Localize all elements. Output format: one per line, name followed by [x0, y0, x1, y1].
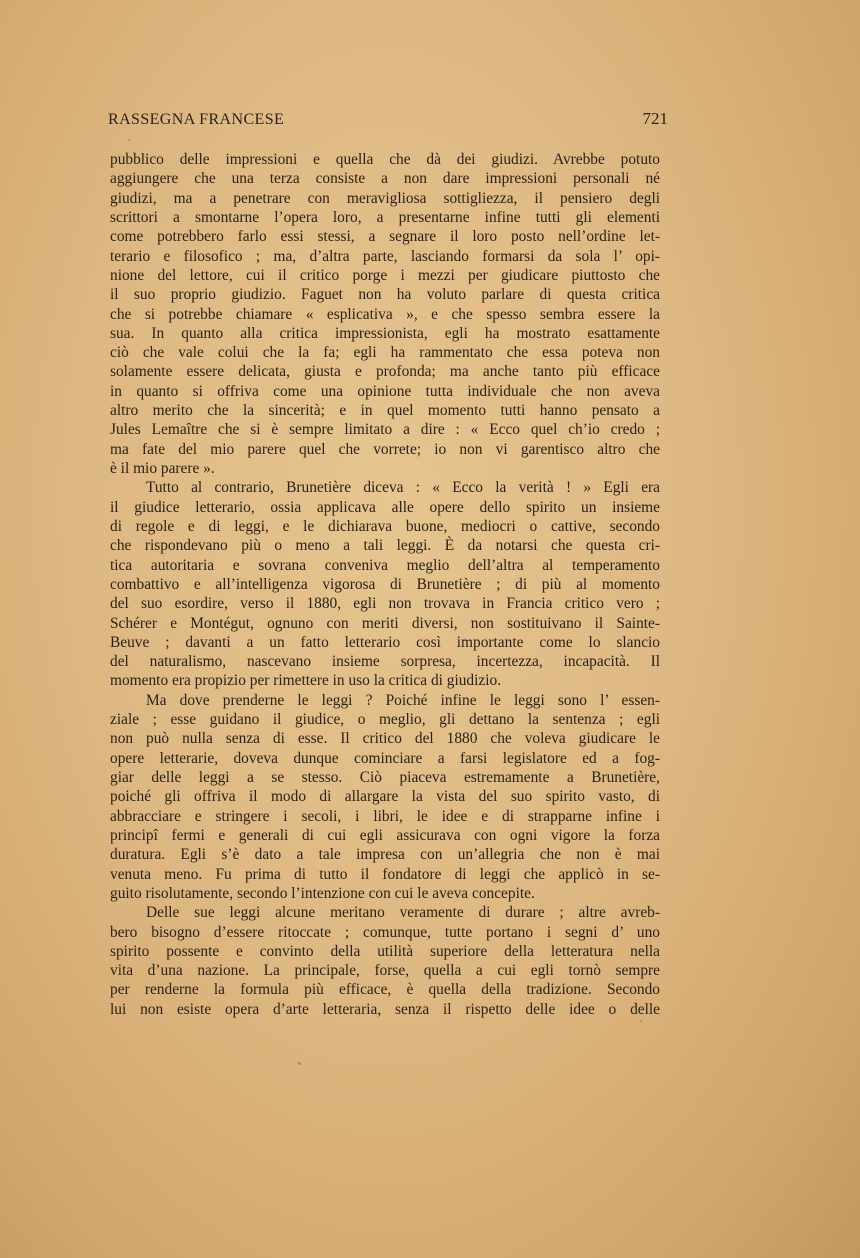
text-line: che si potrebbe chiamare « esplicativa », e che spesso sembra essere la: [110, 305, 660, 323]
text-line: il suo proprio giudizio. Faguet non ha voluto parlare di questa critica: [110, 286, 660, 304]
paper-speck: [640, 1020, 642, 1022]
text-line: Jules Lemaître che si è sempre limitato a dire : « Ecco quel ch’io credo ;: [110, 421, 660, 439]
text-line: ma fate del mio parere quel che vorrete; io non vi garentisco altro che: [110, 440, 660, 458]
article-body: [110, 150, 660, 1019]
text-line: di regole e di leggi, e le dichiarava buone, mediocri o cattive, secondo: [110, 517, 660, 535]
text-line: venuta meno. Fu prima di tutto il fondatore di leggi che applicò in se-: [110, 865, 660, 883]
text-line: duratura. Egli s’è dato a tale impresa con un’allegria che non è mai: [110, 846, 660, 864]
text-line: nione del lettore, cui il critico porge i mezzi per giudicare piuttosto che: [110, 266, 660, 284]
text-line: vita d’una nazione. La principale, forse, quella a cui egli tornò sempre: [110, 962, 660, 980]
text-line: scrittori a smontarne l’opera loro, a presentarne infine tutti gli elementi: [110, 208, 660, 226]
text-line: guito risolutamente, secondo l’intenzione con cui le aveva concepite.: [110, 884, 535, 902]
text-line: Delle sue leggi alcune meritano veramente di durare ; altre avreb-: [146, 904, 660, 922]
text-line: aggiungere che una terza consiste a non dare impressioni personali né: [110, 170, 660, 188]
paragraph: [110, 691, 660, 903]
text-line: Schérer e Montégut, ognuno con meriti diversi, non sostituivano il Sainte-: [110, 614, 660, 632]
text-line: principî fermi e generali di cui egli assicurava con ogni vigore la forza: [110, 826, 660, 844]
text-line: Beuve ; davanti a un fatto letterario così importante come lo slancio: [110, 633, 660, 651]
text-line: terario e filosofico ; ma, d’altra parte, lasciando formarsi da sola l’ opi-: [110, 247, 660, 265]
text-line: altro merito che la sincerità; e in quel momento tutti hanno pensato a: [110, 402, 660, 420]
page-number: 721: [642, 109, 668, 128]
text-line: poiché gli offriva il modo di allargare la vista del suo spirito vasto, di: [110, 788, 660, 806]
paper-speck: [128, 139, 130, 141]
text-line: in quanto si offriva come una opinione tutta individuale che non aveva: [110, 382, 660, 400]
text-line: come potrebbero farlo essi stessi, a segnare il loro posto nell’ordine let-: [110, 228, 660, 246]
text-line: lui non esiste opera d’arte letteraria, senza il rispetto delle idee o delle: [110, 1000, 660, 1018]
text-line: il giudice letterario, ossia applicava alle opere dello spirito un insieme: [110, 498, 660, 516]
text-line: Tutto al contrario, Brunetière diceva : « Ecco la verità ! » Egli era: [146, 479, 660, 497]
text-line: sua. In quanto alla critica impressionista, egli ha mostrato esattamente: [110, 324, 660, 342]
text-line: spirito possente e convinto della utilità superiore della letteratura nella: [110, 942, 660, 960]
text-line: solamente essere delicata, giusta e profonda; ma anche tanto più efficace: [110, 363, 660, 381]
text-line: bero bisogno d’essere ritoccate ; comunque, tutte portano i segni d’ uno: [110, 923, 660, 941]
text-line: giudizi, ma a penetrare con meravigliosa sottigliezza, il pensiero degli: [110, 189, 660, 207]
paragraph: [110, 150, 660, 478]
text-line: momento era propizio per rimettere in uso la critica di giudizio.: [110, 672, 502, 690]
text-line: del naturalismo, nascevano insieme sorpresa, incertezza, incapacità. Il: [110, 653, 660, 671]
text-line: giar delle leggi a se stesso. Ciò piaceva estremamente a Brunetière,: [110, 769, 660, 786]
paper-speck: [298, 1062, 301, 1065]
text-line: del suo esordire, verso il 1880, egli non trovava in Francia critico vero ;: [110, 595, 660, 613]
paragraph: [110, 478, 660, 690]
text-line: ziale ; esse guidano il giudice, o meglio, gli dettano la sentenza ; egli: [110, 711, 660, 729]
text-line: che rispondevano più o meno a tali leggi. È da notarsi che questa cri-: [110, 537, 660, 555]
text-line: tica autoritaria e sovrana conveniva meglio dell’altra al temperamento: [110, 556, 660, 574]
running-title: RASSEGNA FRANCESE: [108, 111, 285, 128]
text-line: ciò che vale colui che la fa; egli ha rammentato che essa poteva non: [110, 344, 660, 362]
running-head: [108, 111, 668, 133]
text-line: combattivo e all’intelligenza vigorosa di Brunetière ; di più al momento: [110, 575, 660, 593]
paragraph: [110, 903, 660, 1019]
text-line: per renderne la formula più efficace, è quella della tradizione. Secondo: [110, 981, 660, 999]
text-line: non può nulla senza di esse. Il critico del 1880 che voleva giudicare le: [110, 730, 660, 748]
text-line: Ma dove prenderne le leggi ? Poiché infine le leggi sono l’ essen-: [146, 691, 660, 709]
text-line: abbracciare e stringere i secoli, i libri, le idee e di strapparne infine i: [110, 807, 660, 825]
text-line: opere letterarie, doveva dunque cominciare a farsi legislatore ed a fog-: [110, 749, 660, 767]
text-line: pubblico delle impressioni e quella che dà dei giudizi. Avrebbe potuto: [110, 151, 660, 168]
text-line: è il mio parere ».: [110, 460, 215, 477]
